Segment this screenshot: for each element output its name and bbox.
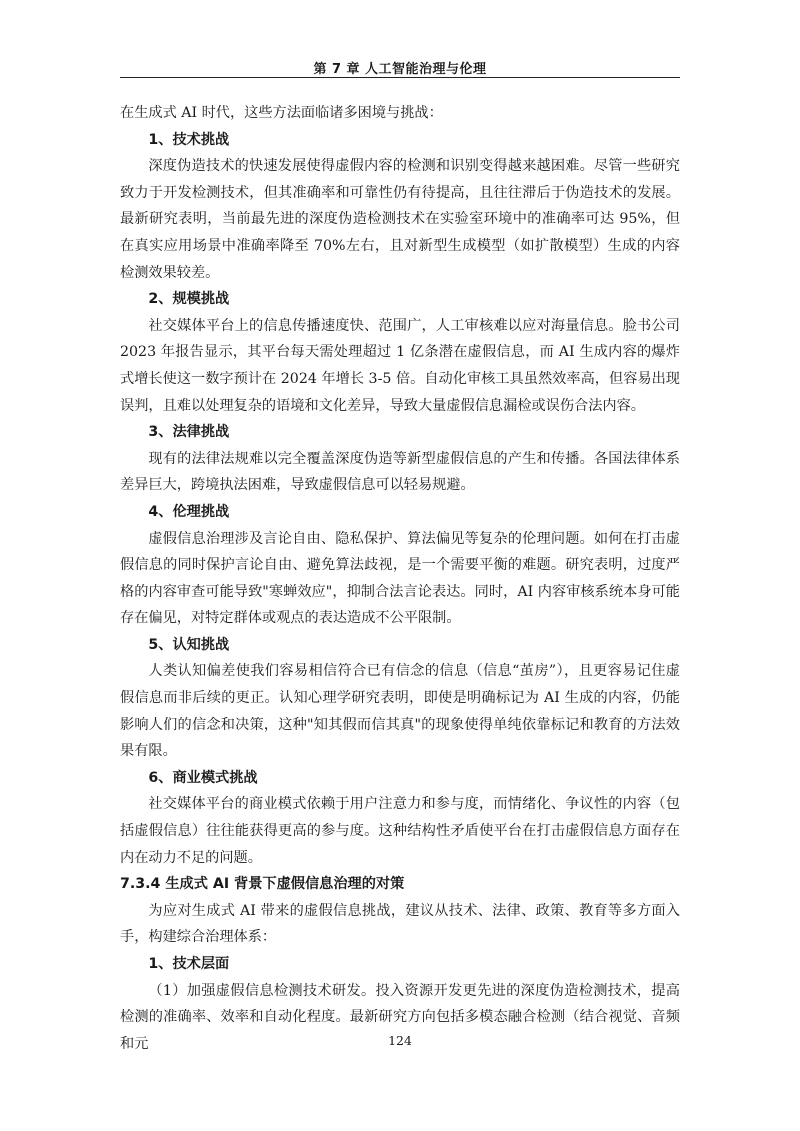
page-number: 124 (388, 1033, 412, 1048)
subsection-heading: 1、技术层面 (148, 956, 230, 972)
paragraph: 在生成式 AI 时代，这些方法面临诸多困境与挑战： (120, 105, 443, 121)
paragraph: 社交媒体平台的商业模式依赖于用户注意力和参与度，而情绪化、争议性的内容（包括虚假信息）往往能获得更高的参与度。这种结构性矛盾使平台在打击虚假信息方面存在内在动力不足的问题。 (120, 796, 680, 866)
paragraph: 人类认知偏差使我们容易相信符合已有信念的信息（信息“茧房”），且更容易记住虚假信息而非后续的更正。认知心理学研究表明，即使是明确标记为 AI 生成的内容，仍能影响人们的信念和决策，这种"知其假而信其真"的现象使得单纯依靠标记和教育的方法效果有限。 (120, 663, 680, 760)
body-text (120, 100, 680, 1057)
header-rule (120, 77, 680, 78)
paragraph: 为应对生成式 AI 带来的虚假信息挑战，建议从技术、法律、政策、教育等多方面入手，构建综合治理体系： (120, 902, 680, 946)
subsection-heading: 3、法律挑战 (148, 424, 230, 441)
subsection-heading: 4、伦理挑战 (148, 503, 230, 520)
subsection-heading: 5、认知挑战 (148, 636, 230, 653)
paragraph: 虚假信息治理涉及言论自由、隐私保护、算法偏见等复杂的伦理问题。如何在打击虚假信息的同时保护言论自由、避免算法歧视，是一个需要平衡的难题。研究表明，过度严格的内容审查可能导致"寒蝉效应"，抑制合法言论表达。同时，AI 内容审核系统本身可能存在偏见，对特定群体或观点的表达造成不公平限制。 (120, 530, 680, 627)
paragraph: （1）加强虚假信息检测技术研发。投入资源开发更先进的深度伪造检测技术，提高检测的准确率、效率和自动化程度。最新研究方向包括多模态融合检测（结合视觉、音频和元 (120, 982, 680, 1052)
paragraph: 社交媒体平台上的信息传播速度快、范围广，人工审核难以应对海量信息。脸书公司 2023 年报告显示，其平台每天需处理超过 1 亿条潜在虚假信息，而 AI 生成内容的爆炸式增长使这一数字预计在 2024 年增长 3-5 倍。自动化审核工具虽然效率高，但容易出现误判，且难以处理复杂的语境和文化差异，导致大量虚假信息漏检或误伤合法内容。 (120, 317, 680, 414)
subsection-heading: 2、规模挑战 (148, 291, 230, 308)
subsection-heading: 1、技术挑战 (148, 131, 230, 148)
running-header: 第 7 章 人工智能治理与伦理 (313, 62, 487, 77)
paragraph: 深度伪造技术的快速发展使得虚假内容的检测和识别变得越来越困难。尽管一些研究致力于开发检测技术，但其准确率和可靠性仍有待提高，且往往滞后于伪造技术的发展。最新研究表明，当前最先进的深度伪造检测技术在实验室环境中的准确率可达 95%，但在真实应用场景中准确率降至 70%左右，且对新型生成模型（如扩散模型）生成的内容检测效果较差。 (120, 158, 680, 281)
section-heading: 7.3.4 生成式 AI 背景下虚假信息治理的对策 (120, 876, 405, 893)
subsection-heading: 6、商业模式挑战 (148, 769, 258, 786)
paragraph: 现有的法律法规难以完全覆盖深度伪造等新型虚假信息的产生和传播。各国法律体系差异巨大，跨境执法困难，导致虚假信息可以轻易规避。 (120, 450, 680, 494)
